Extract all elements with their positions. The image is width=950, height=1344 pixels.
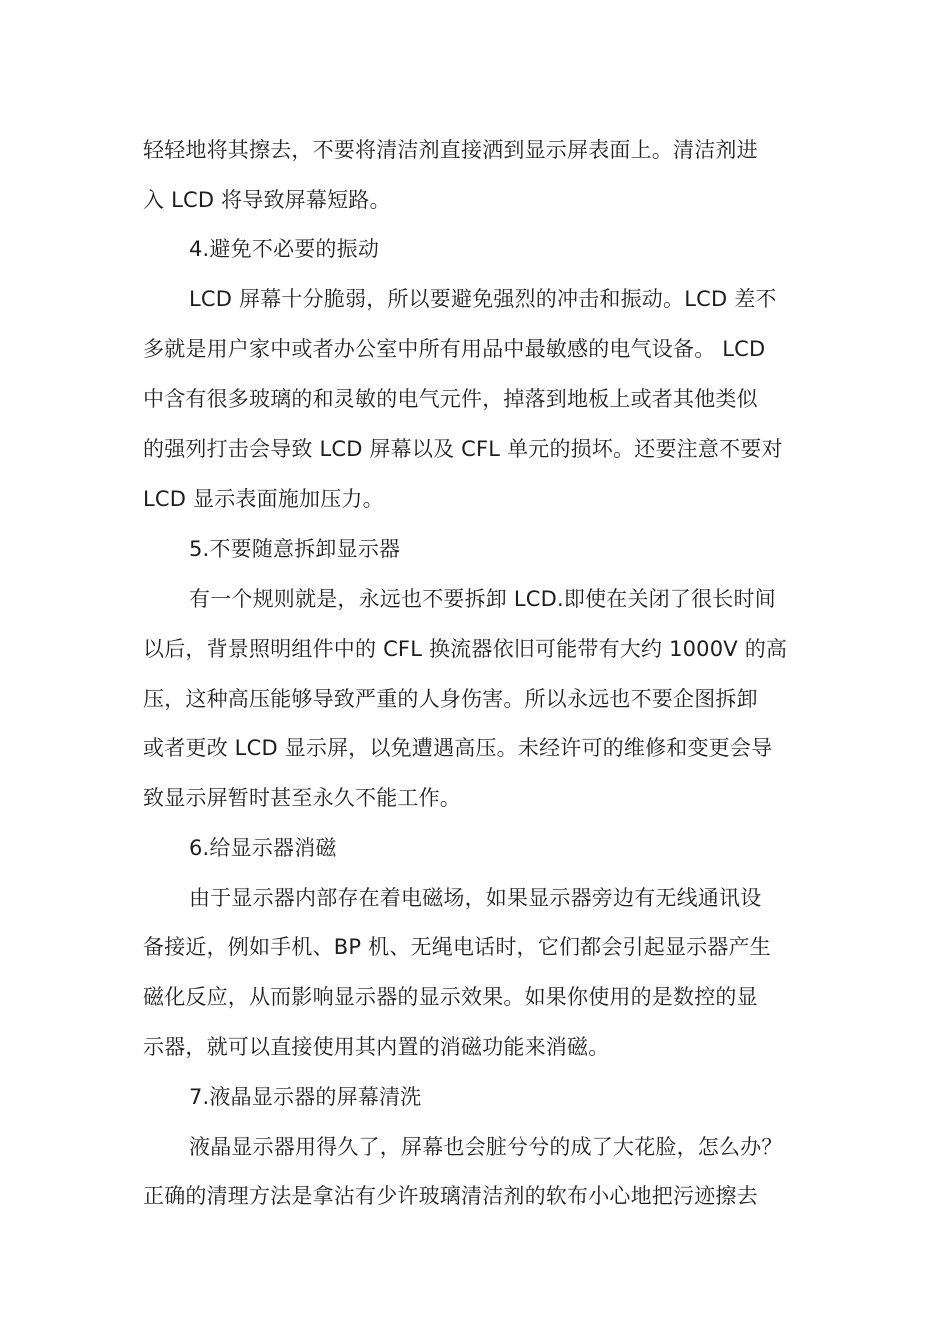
paragraph-line: 入 LCD 将导致屏幕短路。 — [143, 188, 391, 212]
paragraph-line: 液晶显示器用得久了，屏幕也会脏兮兮的成了大花脸，怎么办？ — [189, 1135, 783, 1159]
section-heading: 6.给显示器消磁 — [189, 836, 337, 860]
paragraph-line: 轻轻地将其擦去，不要将清洁剂直接洒到显示屏表面上。清洁剂进 — [143, 138, 758, 162]
section-heading: 4.避免不必要的振动 — [189, 237, 380, 261]
paragraph-line: 中含有很多玻璃的和灵敏的电气元件，掉落到地板上或者其他类似 — [143, 387, 758, 411]
paragraph-line: 磁化反应，从而影响显示器的显示效果。如果你使用的是数控的显 — [143, 985, 758, 1009]
paragraph-line: 的强列打击会导致 LCD 屏幕以及 CFL 单元的损坏。还要注意不要对 — [143, 437, 783, 461]
paragraph-line: 正确的清理方法是拿沾有少许玻璃清洁剂的软布小心地把污迹擦去 — [143, 1184, 758, 1208]
paragraph-line: 示器，就可以直接使用其内置的消磁功能来消磁。 — [143, 1035, 610, 1059]
paragraph-line: 由于显示器内部存在着电磁场，如果显示器旁边有无线通讯设 — [189, 886, 762, 910]
paragraph-line: 备接近，例如手机、BP 机、无绳电话时，它们都会引起显示器产生 — [143, 935, 771, 959]
paragraph-line: 多就是用户家中或者办公室中所有用品中最敏感的电气设备。 LCD — [143, 337, 766, 361]
paragraph-line: 以后，背景照明组件中的 CFL 换流器依旧可能带有大约 1000V 的高 — [143, 637, 788, 661]
section-heading: 7.液晶显示器的屏幕清洗 — [189, 1085, 422, 1109]
paragraph-line: 致显示屏暂时甚至永久不能工作。 — [143, 786, 461, 810]
paragraph-line: 压，这种高压能够导致严重的人身伤害。所以永远也不要企图拆卸 — [143, 687, 758, 711]
section-heading: 5.不要随意拆卸显示器 — [189, 537, 401, 561]
paragraph-line: 或者更改 LCD 显示屏，以免遭遇高压。未经许可的维修和变更会导 — [143, 736, 773, 760]
paragraph-line: 有一个规则就是，永远也不要拆卸 LCD.即使在关闭了很长时间 — [189, 587, 776, 611]
paragraph-line: LCD 显示表面施加压力。 — [143, 487, 384, 511]
paragraph-line: LCD 屏幕十分脆弱，所以要避免强烈的冲击和振动。LCD 差不 — [189, 287, 777, 311]
